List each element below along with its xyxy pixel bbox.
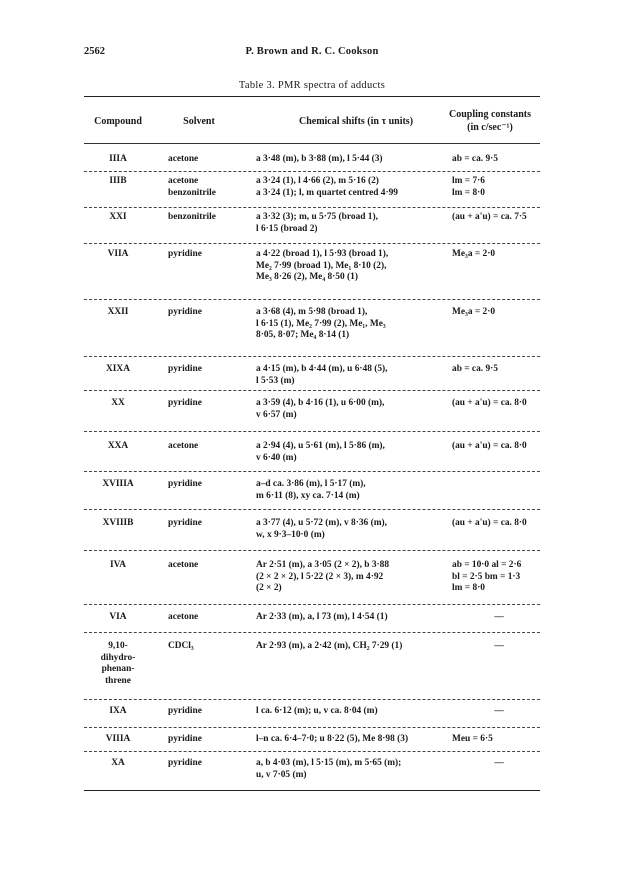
chemical-shifts-cell: l ca. 6·12 (m); u, v ca. 8·04 (m) [256,706,378,716]
row-separator [84,471,540,472]
solvent-cell: acetone [168,560,199,570]
coupling-constants-cell: Me₃a = 2·0 [452,249,496,259]
chemical-shifts-cell: a–d ca. 3·86 (m), l 5·17 (m), m 6·11 (8), xy ca. 7·14 (m) [256,479,366,501]
row-separator [84,171,540,172]
coupling-constants-cell: ab = 10·0 al = 2·6 bl = 2·5 bm = 1·3 lm = 8·0 [452,560,522,594]
solvent-cell: pyridine [168,734,202,744]
chemical-shifts-cell: a 3·68 (4), m 5·98 (broad 1), l 6·15 (1), Me₂ 7·99 (2), Me₁, Me₃ 8·05, 8·07; Me₄ 8·14 (1) [256,307,386,341]
header-bottom-rule [84,143,540,144]
compound-cell: IIIB [109,176,127,186]
coupling-constants-cell: lm = 7·6 lm = 8·0 [452,176,485,198]
row-separator [84,751,540,752]
chemical-shifts-cell: a, b 4·03 (m), l 5·15 (m), m 5·65 (m); u, v 7·05 (m) [256,758,402,780]
solvent-cell: pyridine [168,479,202,489]
compound-cell: IXA [109,706,127,716]
solvent-cell: benzonitrile [168,212,216,222]
coupling-constants-cell: ab = ca. 9·5 [452,154,498,164]
solvent-cell: pyridine [168,518,202,528]
table-title: Table 3. PMR spectra of adducts [238,80,386,91]
row-separator [84,550,540,551]
coupling-constants-cell: (au + a'u) = ca. 8·0 [452,518,527,528]
solvent-cell: CDCl₃ [168,641,194,651]
compound-cell: VIA [109,612,127,622]
row-separator [84,207,540,208]
row-separator [84,243,540,244]
row-separator [84,299,540,300]
row-separator [84,509,540,510]
coupling-constants-cell: ab = ca. 9·5 [452,364,498,374]
chemical-shifts-cell: a 3·48 (m), b 3·88 (m), l 5·44 (3) [256,154,383,164]
chemical-shifts-cell: a 4·15 (m), b 4·44 (m), u 6·48 (5), l 5·53 (m) [256,364,388,386]
compound-cell: XA [111,758,125,768]
header-shifts: Chemical shifts (in τ units) [298,116,414,127]
solvent-cell: pyridine [168,307,202,317]
compound-cell: IVA [110,560,126,570]
compound-cell: VIIA [107,249,129,259]
header-compound: Compound [94,116,142,127]
coupling-constants-cell: — [494,612,504,622]
table-top-rule [84,96,540,97]
compound-cell: XX [111,398,125,408]
coupling-constants-cell: — [494,706,504,716]
header-coupling: Coupling constants (in c/sec⁻¹) [449,109,531,133]
compound-cell: XXA [107,441,129,451]
compound-cell: VIIIA [105,734,131,744]
row-separator [84,699,540,700]
chemical-shifts-cell: a 3·32 (3); m, u 5·75 (broad 1), l 6·15 (broad 2) [256,212,378,234]
row-separator [84,431,540,432]
coupling-constants-cell: (au + a'u) = ca. 8·0 [452,398,527,408]
coupling-constants-cell: — [494,758,504,768]
chemical-shifts-cell: a 3·77 (4), u 5·72 (m), v 8·36 (m), w, x 9·3–10·0 (m) [256,518,387,540]
table-bottom-rule [84,790,540,791]
compound-cell: 9,10- dihydro- phenan- threne [100,641,136,687]
coupling-constants-cell: Meu = 6·5 [452,734,493,744]
chemical-shifts-cell: Ar 2·33 (m), a, l 73 (m), l 4·54 (1) [256,612,388,622]
solvent-cell: pyridine [168,364,202,374]
chemical-shifts-cell: a 3·59 (4), b 4·16 (1), u 6·00 (m), v 6·57 (m) [256,398,385,420]
page-header [84,46,540,60]
compound-cell: XXII [107,307,129,317]
chemical-shifts-cell: Ar 2·93 (m), a 2·42 (m), CH₂ 7·29 (1) [256,641,403,651]
row-separator [84,632,540,633]
header-solvent: Solvent [183,116,215,127]
solvent-cell: acetone [168,441,199,451]
coupling-constants-cell: — [494,641,504,651]
chemical-shifts-cell: a 2·94 (4), u 5·61 (m), l 5·86 (m), v 6·40 (m) [256,441,385,463]
row-separator [84,604,540,605]
solvent-cell: acetone [168,154,199,164]
row-separator [84,390,540,391]
solvent-cell: acetone [168,612,199,622]
compound-cell: XVIIIB [102,518,134,528]
chemical-shifts-cell: a 3·24 (1), l 4·66 (2), m 5·16 (2) a 3·24 (1); l, m quartet centred 4·99 [256,176,398,198]
row-separator [84,356,540,357]
solvent-cell: pyridine [168,249,202,259]
compound-cell: XVIIIA [102,479,134,489]
running-head: P. Brown and R. C. Cookson [245,46,379,57]
coupling-constants-cell: (au + a'u) = ca. 8·0 [452,441,527,451]
compound-cell: XXI [109,212,127,222]
solvent-cell: pyridine [168,758,202,768]
solvent-cell: pyridine [168,398,202,408]
page-number: 2562 [84,46,105,57]
coupling-constants-cell: (au + a'u) = ca. 7·5 [452,212,527,222]
compound-cell: IIIA [109,154,127,164]
chemical-shifts-cell: Ar 2·51 (m), a 3·05 (2 × 2), b 3·88 (2 × 2 × 2), l 5·22 (2 × 3), m 4·92 (2 × 2) [256,560,390,594]
row-separator [84,727,540,728]
chemical-shifts-cell: a 4·22 (broad 1), l 5·93 (broad 1), Me₂ 7·99 (broad 1), Me₁ 8·10 (2), Me₃ 8·26 (2), Me₄ 8·50 (1) [256,249,389,283]
solvent-cell: pyridine [168,706,202,716]
chemical-shifts-cell: l–n ca. 6·4–7·0; u 8·22 (5), Me 8·98 (3) [256,734,409,744]
coupling-constants-cell: Me₃a = 2·0 [452,307,496,317]
compound-cell: XIXA [106,364,130,374]
solvent-cell: acetone benzonitrile [168,176,216,198]
